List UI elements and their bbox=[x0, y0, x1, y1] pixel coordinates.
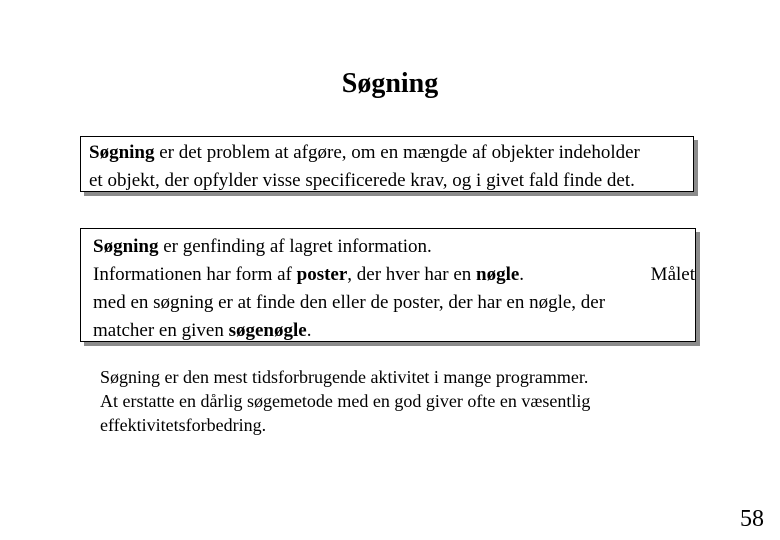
definition-box bbox=[80, 136, 694, 192]
slide-title: Søgning bbox=[341, 68, 439, 99]
info-text: Informationen har form af bbox=[93, 264, 297, 285]
term-noegle: nøgle bbox=[476, 264, 520, 285]
info-line-3: med en søgning er at finde den eller de poster, der har en nøgle, der bbox=[93, 292, 606, 313]
info-text: . bbox=[519, 264, 525, 285]
info-text-right: Målet bbox=[650, 264, 695, 285]
info-text: . bbox=[306, 320, 312, 341]
term-soegenoegle: søgenøgle bbox=[228, 320, 307, 341]
definition-line-2: et objekt, der opfylder visse specificerede krav, og i givet fald finde det. bbox=[89, 170, 635, 191]
term-poster: poster bbox=[296, 264, 348, 285]
information-box bbox=[80, 228, 696, 342]
summary-line-3: effektivitetsforbedring. bbox=[100, 415, 267, 435]
info-line-2 bbox=[93, 261, 695, 289]
info-text: er genfinding af lagret information. bbox=[158, 236, 432, 257]
page-number: 58 bbox=[740, 506, 764, 532]
info-text: matcher en given bbox=[93, 320, 229, 341]
info-line-4 bbox=[93, 317, 695, 345]
term-soegning: Søgning bbox=[89, 142, 155, 163]
summary-line-1: Søgning er den mest tidsforbrugende aktivitet i mange programmer. bbox=[100, 367, 589, 387]
summary-line-2: At erstatte en dårlig søgemetode med en god giver ofte en væsentlig bbox=[100, 391, 591, 411]
info-line-1 bbox=[93, 233, 695, 261]
definition-text: er det problem at afgøre, om en mængde af objekter indeholder bbox=[154, 142, 640, 163]
info-text: , der hver har en bbox=[347, 264, 477, 285]
term-soegning: Søgning bbox=[93, 236, 159, 257]
definition-line-1 bbox=[89, 139, 693, 167]
summary-paragraph bbox=[100, 365, 590, 437]
